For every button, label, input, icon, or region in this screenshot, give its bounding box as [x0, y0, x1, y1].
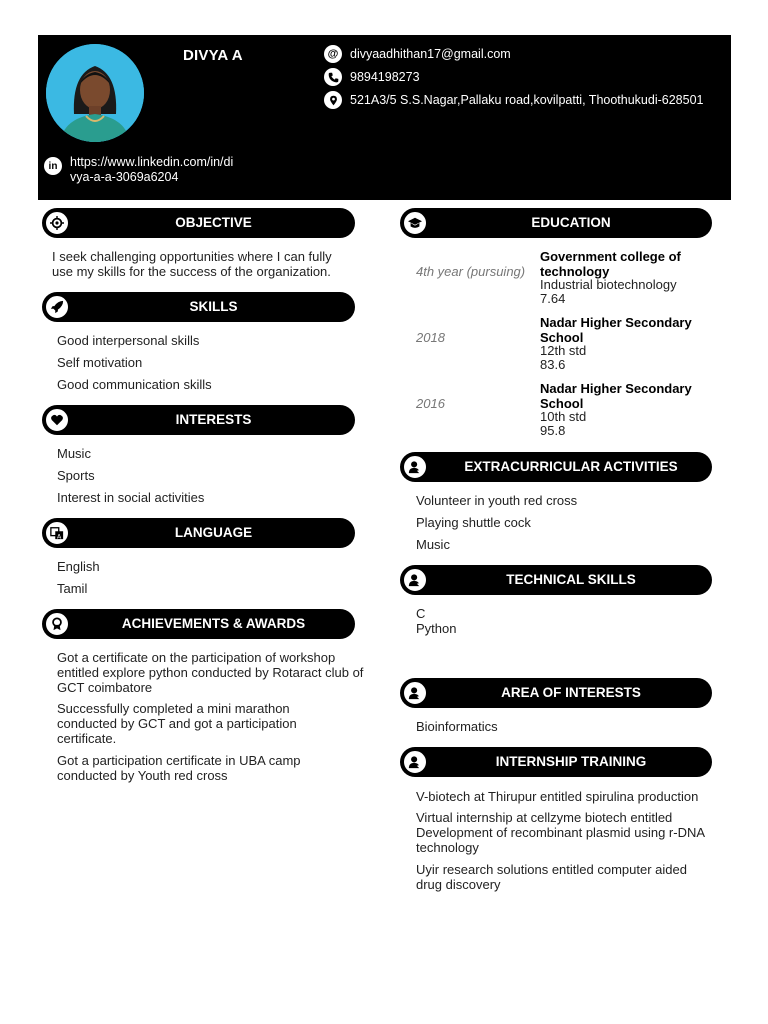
- objective-text: I seek challenging opportunities where I can fully use my skills for the success of the organization.: [52, 249, 332, 279]
- list-item: Got a participation certificate in UBA camp conducted by Youth red cross: [57, 753, 301, 783]
- list-item: Volunteer in youth red cross: [416, 493, 578, 508]
- education-score: 83.6: [540, 357, 566, 372]
- award-icon: [44, 611, 70, 637]
- skills-title: SKILLS: [189, 299, 238, 314]
- linkedin-row: [44, 155, 238, 185]
- education-course: Industrial biotechnology: [540, 277, 677, 292]
- user-icon: [402, 680, 428, 706]
- candidate-name: DIVYA A: [183, 47, 243, 64]
- internship-title: INTERNSHIP TRAINING: [495, 754, 647, 769]
- achievements-title: ACHIEVEMENTS & AWARDS: [121, 616, 306, 631]
- list-item: Playing shuttle cock: [416, 515, 531, 530]
- phone-icon: [324, 68, 342, 86]
- section-header-extracurricular: [400, 452, 712, 482]
- language-title: LANGUAGE: [174, 525, 253, 540]
- linkedin-url[interactable]: https://www.linkedin.com/in/divya-a-a-3069a6204: [70, 155, 234, 184]
- objective-title: OBJECTIVE: [175, 215, 252, 230]
- education-year: 4th year (pursuing): [416, 264, 526, 279]
- section-header-language: [42, 518, 355, 548]
- list-item: Music: [57, 446, 91, 461]
- section-header-area: [400, 678, 712, 708]
- user-icon: [402, 749, 428, 775]
- list-item: Bioinformatics: [416, 719, 498, 734]
- profile-photo: [46, 44, 144, 142]
- education-institution: Nadar Higher Secondary School: [540, 381, 692, 411]
- interests-title: INTERESTS: [175, 412, 252, 427]
- education-institution: Government college of technology: [540, 249, 681, 279]
- linkedin-icon: in: [44, 157, 62, 175]
- email-text[interactable]: divyaadhithan17@gmail.com: [350, 47, 511, 61]
- area-title: AREA OF INTERESTS: [501, 685, 641, 700]
- resume-header: [38, 35, 731, 200]
- list-item: Tamil: [57, 581, 88, 596]
- list-item: Uyir research solutions entitled computer aided drug discovery: [416, 862, 687, 892]
- rocket-icon: [44, 294, 70, 320]
- list-item: Good communication skills: [57, 377, 212, 392]
- section-header-achievements: [42, 609, 355, 639]
- section-header-internship: [400, 747, 712, 777]
- education-course: 12th std: [540, 343, 587, 358]
- address-row: [324, 91, 703, 109]
- education-year: 2016: [416, 396, 445, 411]
- list-item: C: [416, 606, 426, 621]
- section-header-technical: [400, 565, 712, 595]
- address-text: 521A3/5 S.S.Nagar,Pallaku road,kovilpatti, Thoothukudi-628501: [350, 93, 704, 107]
- section-header-skills: [42, 292, 355, 322]
- list-item: English: [57, 559, 100, 574]
- list-item: Sports: [57, 468, 95, 483]
- list-item: Python: [416, 621, 457, 636]
- list-item: Virtual internship at cellzyme biotech entitled Development of recombinant plasmid using r-DNA technology: [416, 810, 705, 855]
- list-item: Interest in social activities: [57, 490, 205, 505]
- section-header-education: [400, 208, 712, 238]
- graduation-cap-icon: [402, 210, 428, 236]
- technical-title: TECHNICAL SKILLS: [506, 572, 636, 587]
- section-header-objective: [42, 208, 355, 238]
- list-item: Good interpersonal skills: [57, 333, 200, 348]
- list-item: Self motivation: [57, 355, 143, 370]
- education-year: 2018: [416, 330, 445, 345]
- education-title: EDUCATION: [531, 215, 611, 230]
- heart-icon: [44, 407, 70, 433]
- list-item: Got a certificate on the participation of workshop entitled explore python conducted by Rotaract club of GCT coimbatore: [57, 650, 364, 695]
- map-pin-icon: [324, 91, 342, 109]
- education-course: 10th std: [540, 409, 587, 424]
- phone-text[interactable]: 9894198273: [350, 70, 420, 84]
- extracurricular-title: EXTRACURRICULAR ACTIVITIES: [464, 459, 678, 474]
- user-icon: [402, 567, 428, 593]
- svg-text:A: A: [57, 533, 62, 540]
- email-row: [324, 45, 511, 63]
- user-icon: [402, 454, 428, 480]
- education-institution: Nadar Higher Secondary School: [540, 315, 692, 345]
- target-icon: [44, 210, 70, 236]
- phone-row: [324, 68, 420, 86]
- at-icon: @: [324, 45, 342, 63]
- section-header-interests: [42, 405, 355, 435]
- translate-icon: [44, 520, 70, 546]
- education-score: 7.64: [540, 291, 566, 306]
- list-item: Successfully completed a mini marathon conducted by GCT and got a participation certificate.: [57, 701, 297, 746]
- list-item: V-biotech at Thirupur entitled spirulina production: [416, 789, 699, 804]
- education-score: 95.8: [540, 423, 566, 438]
- list-item: Music: [416, 537, 450, 552]
